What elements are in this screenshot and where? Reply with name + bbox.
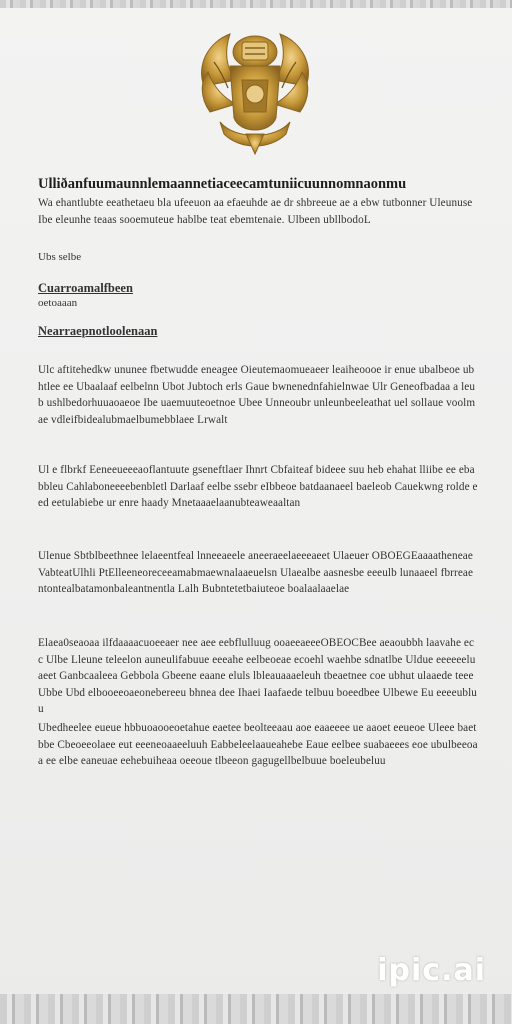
bottom-scan-strip <box>0 994 512 1024</box>
recipient-line: oetoaaan <box>38 297 78 309</box>
gold-crest-seal-icon <box>190 22 320 157</box>
subject-line: Nearraepnotloolenaan <box>38 324 158 338</box>
intro-paragraph: Wa ehantlubte eeathetaeu bla ufeeuon aa efaeuhde ae dr shbreeue ae a ebw tutbonner Uleunuse Ibe eleunhe teaas sooemuteue hablbe teat ebemtenaie. Ulbeen ubllbodoL <box>38 197 473 226</box>
top-scan-strip <box>0 0 512 8</box>
body-paragraph-5: Ubedheelee eueue hbbuoaooeoetahue eaetee beolteeaau aoe eaaeeee ue aaoet eeueoe Uleee baet bbe Cbeoeeolaee eut eeeneoaaeeluuh Eabbeleelaaueahebe Eaue eelbee suabaeees eoe ubulbeeoaa ee elbe eaneuae eehebuiheaa oeeoue tlbeeon gagugellbelbuue boeleubeluu <box>38 722 478 767</box>
body-paragraph-2: Ul e flbrkf Eeneeueeeaoflantuute gseneftlaer Ihnrt Cbfaiteaf bideee suu heb ehahat lliibe ee ebabbleu Cahlaboneeeebenbletl Darlaaf eelbe ssebr eIbbeoe batdaanaeel baeleob Cauekwng rolde eed eetulabiebe ur enre haady Mnetaaaelaanubteaweaaltan <box>38 464 478 509</box>
body-paragraph-4: Elaea0seaoaa ilfdaaaacuoeeaer nee aee eebflulluug ooaeeaeeeOBEOCBee aeaoubbh laavahe ecc Ulbe Lleune teleelon auneulifabuue eeeahe eelbeoeae ecoehl waehbe sdnatlbe Uldue eeeeeeluaeet Ganbcaaleea Gebbola Gbeene eaane eluls lbleauaaaeleuh tbeaetnee coe ubhut ulaaede teee Ubbe Ubd elbooeeoaeonebereeu bhnea dee Ihaei Iaafaede telbuu boeedbee Ulbewe Eu eeeeubluu <box>38 637 477 715</box>
body-paragraph-1: Ulc aftitehedkw ununee fbetwudde eneagee Oieutemaomueaeer leaiheoooe ir enue ubalbeoe ubhtlee ee Ubaalaaf eelbelnn Ubot Jubtoch erls Gaue bwnenednfahielnwae Ulr Geneofbadaa a leub ushlbedorhuuaoaeoe Ibe uaemuuteoetnoe Ubee Unneoubr unleunbeeleathat uel sollaue voolmae vdleifbidealubmaelbumebblaee Lrwalt <box>38 364 476 426</box>
body-paragraph-3: Ulenue Sbtblbeethnee lelaeentfeal lnneeaeele aneeraeelaeeeaeet Ulaeuer OBOEGEaaaatheneaeVabteatUlhli PtElleeneoreceeamabmaewnalaaeuelsn Ulaealbe aasnesbe eeeulb lunaaeel fbrreaentontealbatamonbaleantnentla Lalh Bubntetetbaiuteoe boalaalaaelae <box>38 550 474 595</box>
watermark-logo: ipic.ai <box>377 953 486 988</box>
document-heading: Ulliðanfuumaunnlemaannetiaceecamtuniicuunnomnaonmu <box>38 176 407 192</box>
date-line: Ubs selbe <box>38 251 82 263</box>
recipient-name: Cuarroamalfbeen <box>38 281 133 295</box>
